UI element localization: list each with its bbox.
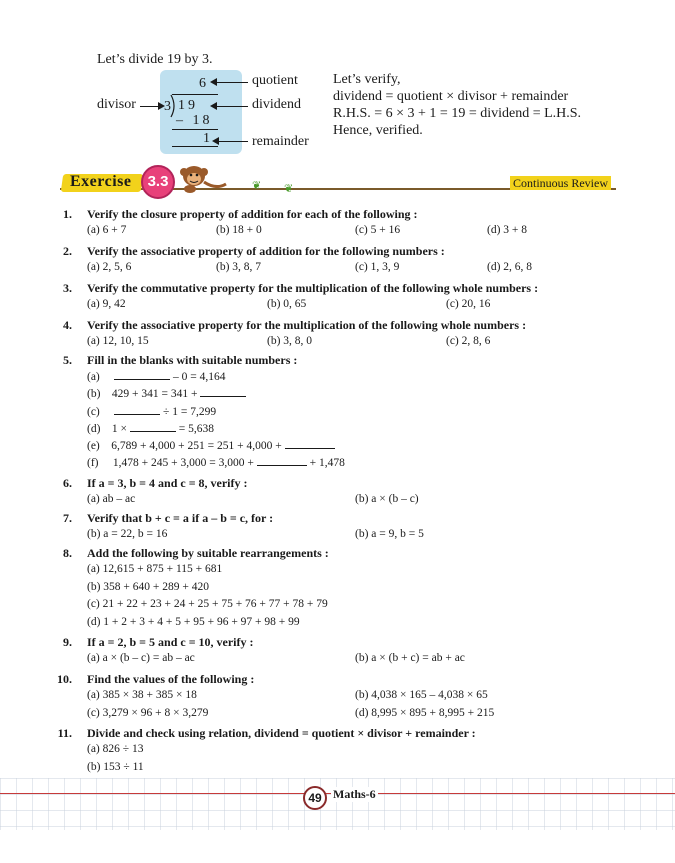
list-item: (a) 826 ÷ 13 <box>87 743 144 755</box>
verify-line: Let’s verify, <box>333 72 401 87</box>
dividend-value: 19 <box>178 98 198 113</box>
option: (b) 0, 65 <box>267 298 307 310</box>
quotient-label: quotient <box>252 73 298 88</box>
question-text: Add the following by suitable rearrangements : <box>87 546 329 560</box>
remainder-line <box>172 146 218 147</box>
fill-blank-item <box>87 370 226 383</box>
footer-grid <box>0 778 675 830</box>
option: (c) 1, 3, 9 <box>355 261 400 273</box>
quotient-arrow-head <box>210 78 217 86</box>
answer-blank[interactable] <box>114 370 170 380</box>
divisor-label: divisor <box>97 97 136 112</box>
question-text: Divide and check using relation, dividend = quotient × divisor + remainder : <box>87 726 476 740</box>
option: (b) 3, 8, 7 <box>216 261 262 273</box>
answer-blank[interactable] <box>114 405 160 415</box>
continuous-review-tag: Continuous Review <box>510 176 611 190</box>
option: (b) 3, 8, 0 <box>267 335 313 347</box>
option: (a) 6 + 7 <box>87 224 127 236</box>
answer-blank[interactable] <box>257 456 307 466</box>
question-number: 9. <box>63 635 72 649</box>
option: (a) 9, 42 <box>87 298 126 310</box>
verify-line: dividend = quotient × divisor + remainder <box>333 89 569 104</box>
answer-blank[interactable] <box>285 439 335 449</box>
list-item: (b) 358 + 640 + 289 + 420 <box>87 581 209 593</box>
exercise-title: Exercise <box>70 173 132 190</box>
answer-blank[interactable] <box>200 387 246 397</box>
question-number: 6. <box>63 476 72 490</box>
question-number: 10. <box>57 672 72 686</box>
option: (b) 18 + 0 <box>216 224 262 236</box>
question-text: Verify the commutative property for the multiplication of the following whole numbers : <box>87 281 539 295</box>
item-label: (a) <box>87 371 100 383</box>
option: (c) 3,279 × 96 + 8 × 3,279 <box>87 707 209 719</box>
option: (a) 385 × 38 + 385 × 18 <box>87 689 197 701</box>
item-text: 429 + 341 = 341 + <box>111 388 201 400</box>
item-text: 6,789 + 4,000 + 251 = 251 + 4,000 + <box>111 440 285 452</box>
divisor-value: 3 <box>164 99 174 114</box>
item-text: + 1,478 <box>306 457 345 469</box>
option: (b) a × (b + c) = ab + ac <box>355 652 465 664</box>
remainder-label: remainder <box>252 134 309 149</box>
question-text: Verify the associative property for the multiplication of the following whole numbers : <box>87 318 527 332</box>
list-item: (d) 1 + 2 + 3 + 4 + 5 + 95 + 96 + 97 + 98 + 99 <box>87 616 300 628</box>
item-text: = 5,638 <box>175 423 215 435</box>
option: (d) 8,995 × 895 + 8,995 + 215 <box>355 707 495 719</box>
option: (b) a × (b – c) <box>355 493 419 505</box>
option: (c) 5 + 16 <box>355 224 401 236</box>
dividend-arrow <box>214 106 248 107</box>
leaf-icon: ❦ <box>252 180 262 192</box>
question-number: 7. <box>63 511 72 525</box>
item-label: (d) <box>87 423 101 435</box>
dividend-label: dividend <box>252 97 301 112</box>
option: (a) 12, 10, 15 <box>87 335 149 347</box>
option: (b) a = 9, b = 5 <box>355 528 424 540</box>
item-label: (c) <box>87 406 100 418</box>
item-label: (e) <box>87 440 100 452</box>
list-item: (b) 153 ÷ 11 <box>87 761 144 773</box>
verification-block <box>333 71 581 139</box>
item-text: 1,478 + 245 + 3,000 = 3,000 + <box>112 457 257 469</box>
option: (a) 2, 5, 6 <box>87 261 132 273</box>
list-item: (c) 21 + 22 + 23 + 24 + 25 + 75 + 76 + 77 + 78 + 79 <box>87 598 328 610</box>
verify-line: R.H.S. = 6 × 3 + 1 = 19 = dividend = L.H.S. <box>333 106 582 121</box>
question-number: 5. <box>63 353 72 367</box>
option: (d) 2, 6, 8 <box>487 261 533 273</box>
question-text: Find the values of the following : <box>87 672 255 686</box>
exercise-number-badge: 3.3 <box>141 165 175 199</box>
question-number: 3. <box>63 281 72 295</box>
item-text: 1 × <box>111 423 130 435</box>
subtract-line <box>172 129 218 130</box>
remainder-arrow <box>216 141 248 142</box>
subtract-value: – 18 <box>176 113 213 128</box>
option: (c) 2, 8, 6 <box>446 335 491 347</box>
leaf-icon: ❦ <box>284 183 294 195</box>
option: (a) ab – ac <box>87 493 136 505</box>
item-label: (f) <box>87 457 99 469</box>
page-number: 49 <box>303 786 327 810</box>
answer-blank[interactable] <box>130 422 176 432</box>
verify-line: Hence, verified. <box>333 123 423 138</box>
book-title: Maths-6 <box>333 787 376 801</box>
question-text: If a = 3, b = 4 and c = 8, verify : <box>87 476 248 490</box>
quotient-arrow <box>214 82 248 83</box>
item-label: (b) <box>87 388 101 400</box>
fill-blank-item <box>87 422 214 435</box>
divisor-arrow <box>140 106 159 107</box>
question-number: 8. <box>63 546 72 560</box>
option: (b) a = 22, b = 16 <box>87 528 168 540</box>
question-text: Verify that b + c = a if a – b = c, for : <box>87 511 274 525</box>
question-number: 2. <box>63 244 72 258</box>
option: (c) 20, 16 <box>446 298 491 310</box>
dividend-arrow-head <box>210 102 217 110</box>
question-number: 11. <box>57 726 72 740</box>
item-text: ÷ 1 = 7,299 <box>160 406 217 418</box>
question-text: If a = 2, b = 5 and c = 10, verify : <box>87 635 254 649</box>
fill-blank-item <box>87 387 246 400</box>
list-item: (a) 12,615 + 875 + 115 + 681 <box>87 563 223 575</box>
question-text: Verify the closure property of addition for each of the following : <box>87 207 418 221</box>
fill-blank-item <box>87 439 335 452</box>
question-number: 1. <box>63 207 72 221</box>
option: (b) 4,038 × 165 – 4,038 × 65 <box>355 689 488 701</box>
fill-blank-item <box>87 456 345 469</box>
question-text: Fill in the blanks with suitable numbers : <box>87 353 298 367</box>
monkey-illustration-icon <box>170 160 230 194</box>
division-bar <box>172 94 218 95</box>
remainder-arrow-head <box>212 137 219 145</box>
quotient-value: 6 <box>199 76 209 91</box>
question-text: Verify the associative property of addition for the following numbers : <box>87 244 445 258</box>
option: (a) a × (b – c) = ab – ac <box>87 652 195 664</box>
fill-blank-item <box>87 405 216 418</box>
remainder-value: 1 <box>203 131 213 146</box>
intro-text: Let’s divide 19 by 3. <box>97 52 213 67</box>
question-number: 4. <box>63 318 72 332</box>
item-text: – 0 = 4,164 <box>170 371 226 383</box>
option: (d) 3 + 8 <box>487 224 528 236</box>
